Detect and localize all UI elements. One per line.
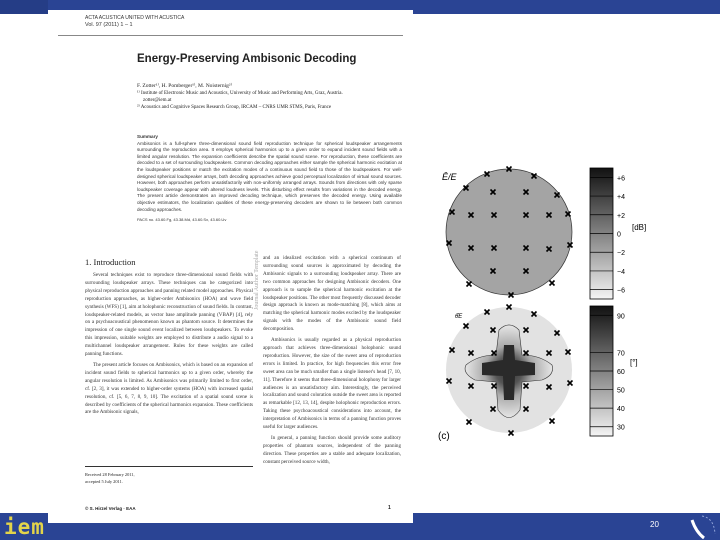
colorbar-tick-label: 50: [617, 387, 625, 395]
loudspeaker-marker: [550, 281, 555, 286]
paper-page: [48, 10, 413, 523]
colorbar-tick-label: −2: [617, 250, 625, 258]
copyright-footer: © S. Hirzel Verlag · EAA: [85, 506, 136, 511]
loudspeaker-marker: [467, 282, 472, 287]
colorbar-tick-label: 0: [617, 231, 621, 239]
university-logo-icon: [688, 514, 718, 540]
loudspeaker-marker: [467, 420, 472, 425]
side-label: Journal Author Template: [254, 250, 260, 310]
top-bar-accent: [0, 0, 48, 14]
loudspeaker-marker: [550, 419, 555, 424]
journal-header: [85, 15, 184, 29]
summary-heading: Summary: [137, 134, 158, 139]
journal-name: ACTA ACUSTICA UNITED WITH ACUSTICA: [85, 15, 185, 21]
footnote-rule: [85, 466, 253, 467]
received-info: [85, 471, 135, 485]
colorbar-tick-label: 90: [617, 313, 625, 321]
colorbar-tick-label: +2: [617, 212, 625, 220]
colorbar-tick-label: +4: [617, 194, 625, 202]
received-date: Received 28 February 2011,: [85, 472, 135, 477]
paragraph: The present article focuses on Ambisonics, which is based on an expansion of incident sound fields to spherical harmonics up to a given order, whereby the angular resolution is limited. As Ambisonics was primarily limited to first order, cf. [2, 3], it was extended to higher-order systems (HOA) with increased spatial resolution, cf. [5, 6, 7, 8, 9, 10]. The excitation of a spatial sound scene is described by coefficients of the spherical harmonics expansion. These coefficients are the Ambisonic signals,: [85, 361, 253, 416]
panel-label: (c): [438, 431, 450, 442]
affiliation-2: ²⁾ Acoustics and Cognitive Spaces Research Group, IRCAM – CNRS UMR STMS, Paris, France: [137, 105, 332, 110]
author-block: [137, 83, 407, 111]
angle-plot-label: θ̂E: [455, 314, 463, 320]
colorbar-tick-label: 40: [617, 406, 625, 414]
colorbar-tick-label: 70: [617, 350, 625, 358]
iem-logo: iem: [4, 515, 45, 539]
colorbar-tick-label: 30: [617, 424, 625, 432]
left-column: [85, 272, 253, 462]
intro-heading: 1. Introduction: [85, 257, 136, 267]
colorbar-tick-label: −4: [617, 268, 625, 276]
right-column: [263, 255, 401, 513]
colorbar-tick-label: −6: [617, 287, 625, 295]
summary-text: Ambisonics is a full-sphere three-dimensional sound field reproduction technique for spherical loudspeaker arrangements surrounding the reproduction area. It employs spherical harmonics up to a given order to expand incident sound fields with a limited angular resolution. The expansion coefficients describe the spatial sound scene. For reproduction, these coefficients are decoded to a set of surrounding loudspeakers. Common decoding approaches either sample the spherical harmonic excitation at the loudspeaker positions or match the excitation modes of a continuous sound field to those of the loudspeakers. For well-designed spherical loudspeaker arrays, both decoding approaches achieve good perceptual localization of virtual sound sources. However, both approaches perform unsatisfactorily with non-uniformly arranged arrays. Sounds from directions with only sparse loudspeaker coverage appear with altered loudness levels. This disturbing effect results from variations in the decoded energy. The present article demonstrates an improved decoding technique, which preserves the decoded energy. Using available objective estimators, the localization qualities of these energy-preserving decoders are shown to lie between both common decoding approaches.: [137, 140, 402, 212]
angle-unit: [°]: [630, 358, 638, 367]
colorbar-tick-label: 60: [617, 369, 625, 376]
slide-page-number: 20: [650, 520, 659, 529]
summary: [137, 134, 402, 224]
header-rule: [58, 35, 403, 36]
colorbar-tick-label: +6: [617, 175, 625, 183]
paper-title: Energy-Preserving Ambisonic Decoding: [137, 53, 357, 65]
paragraph: Several techniques exist to reproduce three-dimensional sound fields with surrounding loudspeaker arrays. These techniques can be categorized into physical reproduction approaches and panning related model approaches. Physical reproduction approaches, as higher-order Ambisonics (HOA) and wave field synthesis (WFS) [1], aim at holophonic reconstruction of sound fields. In contrast, loudspeaker-related models, as vector base amplitude panning (VBAP) [4], rely on a psychoacoustical phenomenon known as phantom source. It determines the impression of one single sound event localized between loudspeakers. To evoke this impression, suitable weights are employed to distribute a audio signal to a multichannel loudspeaker arrangement. Rules for these weights are called panning functions.: [85, 272, 253, 358]
email: zotter@iem.at: [143, 98, 172, 103]
pacs: PACS no. 43.60.Fg, 43.38.Md, 43.60.Sx, 43.60.Uv: [137, 217, 227, 223]
affiliation-1: ¹⁾ Institute of Electronic Music and Acoustics, University of Music and Performing Arts, Graz, Austria.: [137, 91, 343, 96]
paper-page-number: 1: [388, 505, 391, 511]
authors: F. Zotter¹⁾, H. Pomberger¹⁾, M. Noisternig²⁾: [137, 83, 232, 89]
energy-plot-label: Ê/E: [442, 172, 457, 182]
figure: [420, 160, 660, 460]
paragraph: In general, a panning function should provide some auditory properties of phantom sources, independent of the panning direction. These properties are a stable and adequate localization, constant perceived source width,: [263, 434, 401, 465]
paragraph: Ambisonics is usually regarded as a physical reproduction approach that achieves three-dimensional holophonic sound reproduction. However, the size of the sweet area of reproduction errors is limited. In practice, for high frequencies this error free sweet area can be much smaller than a single listener's head [7, 10, 11]. Therefore it seems that three-dimensional holophony for larger audiences is an unsatisfactory aim. Interestingly, the perceived localization and sound coloration outside the sweet area is reported as remarkable [12, 13, 14], despite holophonic reproduction errors. Taking these psychoacoustical considerations into account, the interpretation of Ambisonics in terms of a panning function proves useful for larger audiences.: [263, 337, 401, 431]
journal-volume: Vol. 97 (2011) 1 – 1: [85, 22, 133, 28]
energy-unit: [dB]: [632, 223, 647, 232]
paragraph: and an idealized excitation with a spherical continuum of surrounding sound sources is approximated by decoding the Ambisonic signals to a surrounding loudspeaker array. There are two common approaches for designing Ambisonic decoders. One approach is to sample the spherical harmonic excitation at the loudspeaker positions. The other most frequently discussed decoder design approach is known as mode-matching [8], which aims at matching the spherical harmonic modes excited by the loudspeaker signals with the modes of the Ambisonic sound field decomposition.: [263, 255, 401, 333]
accepted-date: accepted 5 July 2011.: [85, 479, 123, 484]
